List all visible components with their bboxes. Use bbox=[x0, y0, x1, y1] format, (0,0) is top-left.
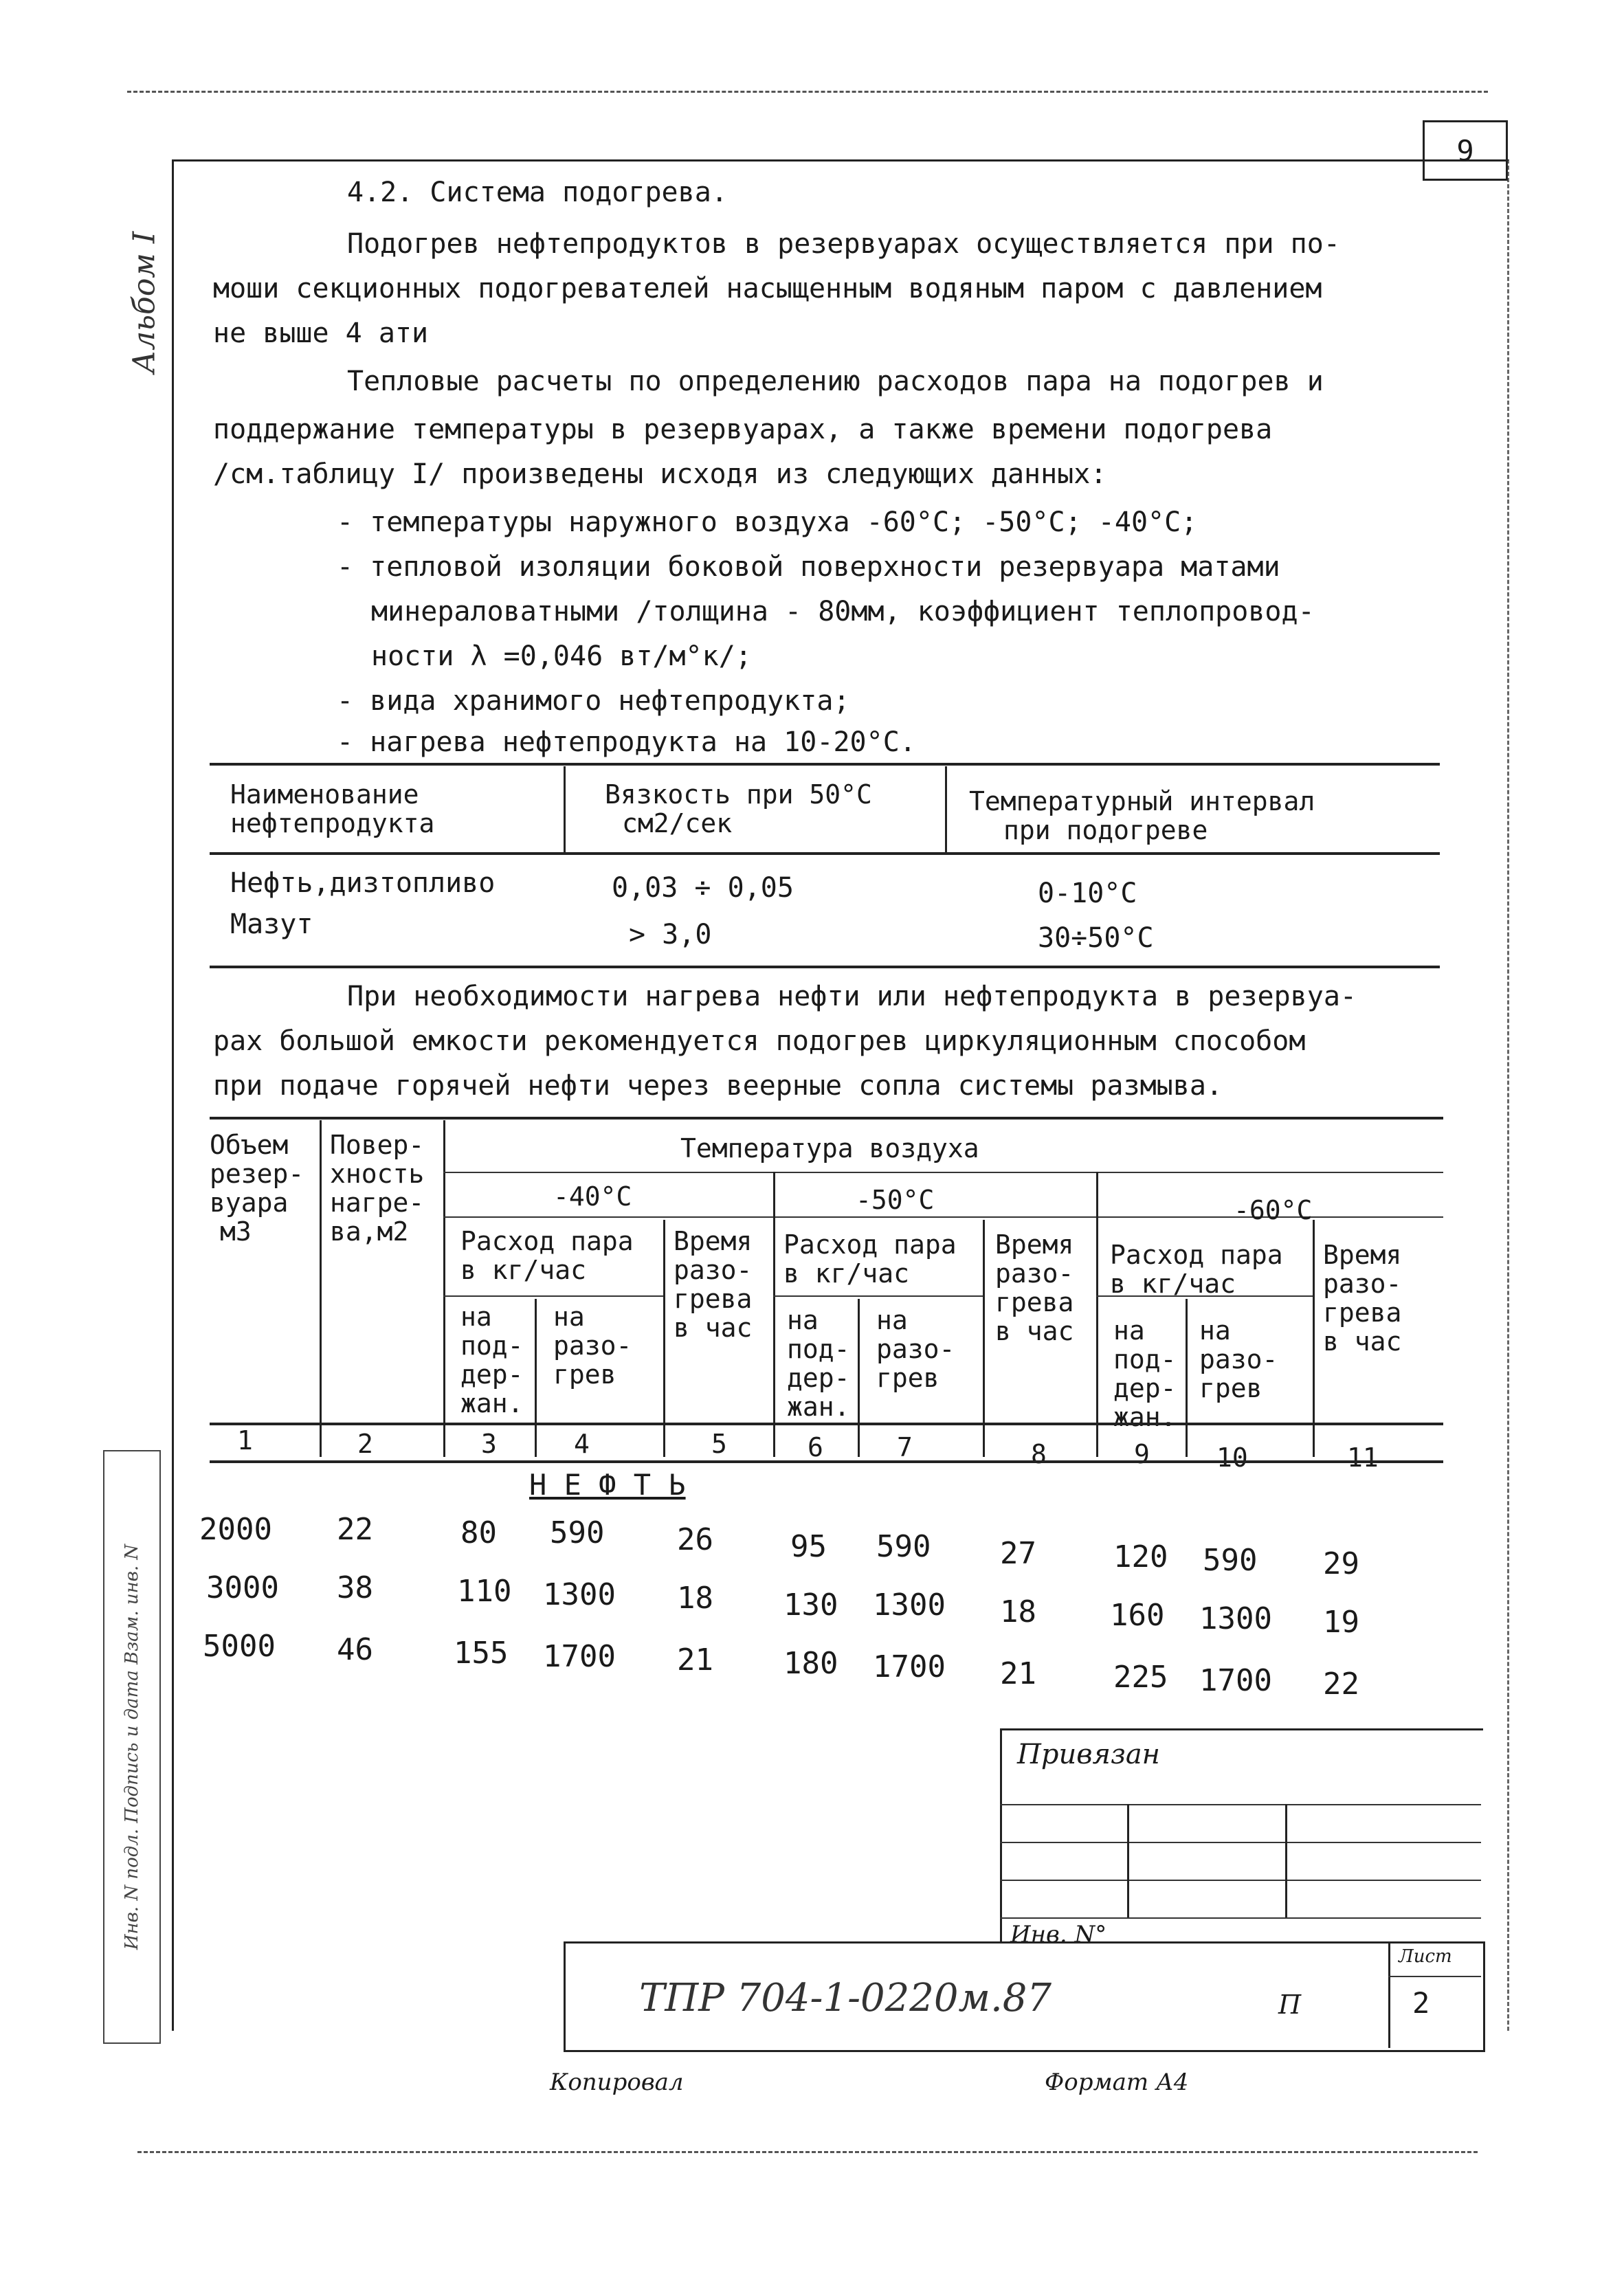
table2-cell: 2000 bbox=[199, 1512, 272, 1547]
table2-cell: 19 bbox=[1323, 1605, 1359, 1640]
table2-air-rule bbox=[443, 1172, 1443, 1173]
table2-vline-sub-2 bbox=[858, 1299, 860, 1457]
table2-cell: 5000 bbox=[203, 1629, 276, 1664]
p2-line2: поддержание температуры в резервуарах, а также времени подогрева bbox=[213, 414, 1273, 445]
bullet-2-line3: ности λ =0,046 вт/м°к/; bbox=[371, 641, 752, 672]
table2-col-number: 11 bbox=[1347, 1443, 1379, 1473]
stamp-vline-1 bbox=[1127, 1804, 1129, 1917]
binding-label: Привязан bbox=[1017, 1739, 1161, 1770]
table2-vline-temp-2 bbox=[1096, 1172, 1098, 1457]
sheet-label: Лист bbox=[1399, 1946, 1452, 1967]
outer-frame-bottom-line bbox=[137, 2151, 1478, 2153]
outer-frame-line bbox=[127, 91, 1488, 93]
table2-vline-time-3 bbox=[1313, 1220, 1315, 1457]
p3-line2: рах большой емкости рекомендуется подогрев циркуляционным способом bbox=[213, 1025, 1306, 1057]
p3-line1: При необходимости нагрева нефти или нефтепродукта в резервуа- bbox=[347, 981, 1357, 1012]
bullet-4: - нагрева нефтепродукта на 10-20°C. bbox=[337, 726, 916, 758]
side-album-label: Альбом I bbox=[126, 231, 162, 374]
table2-cell: 38 bbox=[337, 1570, 373, 1605]
table2-vline-time-2 bbox=[983, 1220, 985, 1457]
table2-col-number: 10 bbox=[1216, 1443, 1248, 1473]
footer-copied: Копировал bbox=[550, 2069, 684, 2096]
table2-cell: 1300 bbox=[1199, 1601, 1272, 1636]
table2-col-number: 7 bbox=[897, 1432, 913, 1462]
table1-top-rule bbox=[210, 763, 1440, 766]
table2-cell: 21 bbox=[677, 1642, 713, 1678]
document-code: ТПР 704-1-0220м.87 bbox=[639, 1976, 1052, 2020]
table1-cell: 30÷50°C bbox=[1038, 922, 1154, 954]
section-heading: 4.2. Система подогрева. bbox=[347, 177, 728, 208]
table2-numbers-rule bbox=[210, 1423, 1443, 1425]
title-block-sheet-rule bbox=[1388, 1976, 1481, 1977]
bullet-3: - вида хранимого нефтепродукта; bbox=[337, 685, 850, 717]
table2-cell: 21 bbox=[1000, 1656, 1036, 1691]
table2-heat-50: на разо- грев bbox=[876, 1305, 955, 1393]
bullet-2-line1: - тепловой изоляции боковой поверхности резервуара матами bbox=[337, 551, 1280, 583]
table2-top-rule bbox=[210, 1117, 1443, 1120]
table2-maint-60: на под- дер- жан. bbox=[1113, 1315, 1177, 1432]
table2-cell: 160 bbox=[1110, 1598, 1165, 1633]
table2-col-number: 1 bbox=[237, 1425, 253, 1456]
table2-cell: 1700 bbox=[1199, 1663, 1272, 1698]
table2-cell: 18 bbox=[1000, 1594, 1036, 1629]
table1-divider-1 bbox=[564, 766, 566, 852]
table2-vline-2 bbox=[443, 1120, 445, 1457]
page-number: 9 bbox=[1423, 120, 1508, 181]
table2-vline-1 bbox=[320, 1120, 322, 1457]
bullet-1: - температуры наружного воздуха -60°C; -50°C; -40°C; bbox=[337, 506, 1198, 538]
table2-temp-50: -50°C bbox=[856, 1185, 935, 1215]
table2-cell: 1700 bbox=[873, 1649, 946, 1684]
table2-section-title: Н Е Ф Т Ь bbox=[529, 1468, 686, 1502]
table2-cell: 110 bbox=[457, 1574, 512, 1609]
table2-cell: 1700 bbox=[543, 1639, 616, 1674]
stamp-rule-4 bbox=[1000, 1917, 1481, 1919]
table2-heat-40: на разо- грев bbox=[553, 1302, 632, 1390]
table2-col-number: 9 bbox=[1134, 1439, 1150, 1469]
table2-col-number: 6 bbox=[808, 1432, 823, 1462]
side-strip: Инв. N подл. Подпись и дата Взам. инв. N bbox=[103, 1450, 161, 2044]
table2-cell: 590 bbox=[876, 1529, 931, 1564]
stamp-rule-1 bbox=[1000, 1804, 1481, 1805]
table2-cell: 155 bbox=[454, 1636, 509, 1671]
table2-temp-60: -60°C bbox=[1234, 1195, 1313, 1225]
p1-line3: не выше 4 ати bbox=[213, 318, 429, 349]
table2-cell: 225 bbox=[1113, 1660, 1168, 1695]
table2-temp-40: -40°C bbox=[553, 1181, 632, 1212]
table1-header-rule bbox=[210, 852, 1440, 855]
table2-header-volume: Объем резер- вуара м3 bbox=[210, 1130, 304, 1247]
table2-cell: 27 bbox=[1000, 1536, 1036, 1571]
table2-vline-sub-1 bbox=[535, 1299, 537, 1457]
table1-divider-2 bbox=[945, 766, 947, 852]
p2-line3: /см.таблицу I/ произведены исходя из следующих данных: bbox=[213, 458, 1107, 490]
table2-steam-label-60: Расход пара в кг/час bbox=[1110, 1240, 1283, 1299]
table2-maint-50: на под- дер- жан. bbox=[787, 1305, 850, 1422]
table2-cell: 26 bbox=[677, 1522, 713, 1557]
table2-vline-temp-1 bbox=[773, 1172, 775, 1457]
table2-cell: 22 bbox=[337, 1512, 373, 1547]
p1-line2: моши секционных подогревателей насыщенным водяным паром с давлением bbox=[213, 273, 1322, 304]
table2-steam-rule-1 bbox=[443, 1295, 663, 1297]
stamp-rule-2 bbox=[1000, 1842, 1481, 1843]
table2-vline-sub-3 bbox=[1186, 1299, 1188, 1457]
table2-cell: 590 bbox=[550, 1515, 605, 1550]
table2-time-label-50: Время разо- грева в час bbox=[995, 1229, 1074, 1346]
table2-cell: 130 bbox=[783, 1588, 838, 1623]
table2-col-number: 4 bbox=[574, 1429, 590, 1459]
table2-cell: 46 bbox=[337, 1632, 373, 1667]
table1-cell: Нефть,дизтопливо bbox=[230, 867, 496, 899]
table2-cell: 3000 bbox=[206, 1570, 279, 1605]
table2-time-label-60: Время разо- грева в час bbox=[1323, 1240, 1402, 1357]
table1-bottom-rule bbox=[210, 966, 1440, 968]
table2-steam-label-50: Расход пара в кг/час bbox=[783, 1229, 957, 1289]
table2-steam-rule-2 bbox=[773, 1295, 983, 1297]
table2-col-number: 3 bbox=[481, 1429, 497, 1459]
table2-time-label-40: Время разо- грева в час bbox=[674, 1226, 753, 1343]
table1-header-name: Наименование нефтепродукта bbox=[230, 779, 435, 838]
table2-header-air-temp: Температура воздуха bbox=[680, 1133, 979, 1163]
table2-col-number: 5 bbox=[711, 1429, 727, 1459]
p2-line1: Тепловые расчеты по определению расходов пара на подогрев и bbox=[347, 366, 1324, 397]
table2-cell: 80 bbox=[460, 1515, 497, 1550]
table1-cell: 0-10°C bbox=[1038, 878, 1137, 909]
table1-header-viscosity: Вязкость при 50°C см2/сек bbox=[605, 779, 872, 838]
table2-steam-label-40: Расход пара в кг/час bbox=[460, 1226, 634, 1285]
stamp-vline-2 bbox=[1285, 1804, 1287, 1917]
document-part: П bbox=[1278, 1990, 1302, 2020]
footer-format: Формат А4 bbox=[1045, 2069, 1189, 2096]
bullet-2-line2: минераловатными /толщина - 80мм, коэффициент теплопровод- bbox=[371, 596, 1315, 627]
table2-col-number: 8 bbox=[1031, 1439, 1047, 1469]
inv-label: Инв. N° bbox=[1010, 1921, 1107, 1948]
table2-cell: 180 bbox=[783, 1646, 838, 1681]
table2-header-bottom-rule bbox=[210, 1460, 1443, 1463]
table1-header-interval: Температурный интервал при подогреве bbox=[969, 786, 1315, 845]
table2-cell: 22 bbox=[1323, 1667, 1359, 1702]
table2-cell: 18 bbox=[677, 1581, 713, 1616]
table1-cell: Мазут bbox=[230, 909, 313, 940]
table2-header-surface: Повер- хность нагре- ва,м2 bbox=[330, 1130, 425, 1247]
sheet-number: 2 bbox=[1412, 1986, 1430, 2020]
table2-maint-40: на под- дер- жан. bbox=[460, 1302, 524, 1418]
p3-line3: при подаче горячей нефти через веерные сопла системы размыва. bbox=[213, 1070, 1223, 1102]
table2-heat-60: на разо- грев bbox=[1199, 1315, 1278, 1403]
title-block-divider bbox=[1388, 1941, 1390, 2048]
table2-cell: 1300 bbox=[873, 1588, 946, 1623]
stamp-rule-3 bbox=[1000, 1880, 1481, 1881]
table2-cell: 95 bbox=[790, 1529, 827, 1564]
table1-cell: > 3,0 bbox=[629, 919, 712, 950]
table2-cell: 29 bbox=[1323, 1546, 1359, 1581]
table2-vline-time-1 bbox=[663, 1220, 665, 1457]
table2-cell: 120 bbox=[1113, 1539, 1168, 1574]
p1-line1: Подогрев нефтепродуктов в резервуарах осуществляется при по- bbox=[347, 228, 1340, 260]
table2-col-number: 2 bbox=[357, 1429, 373, 1459]
table2-cell: 590 bbox=[1203, 1543, 1258, 1578]
table1-cell: 0,03 ÷ 0,05 bbox=[612, 872, 794, 904]
table2-cell: 1300 bbox=[543, 1577, 616, 1612]
